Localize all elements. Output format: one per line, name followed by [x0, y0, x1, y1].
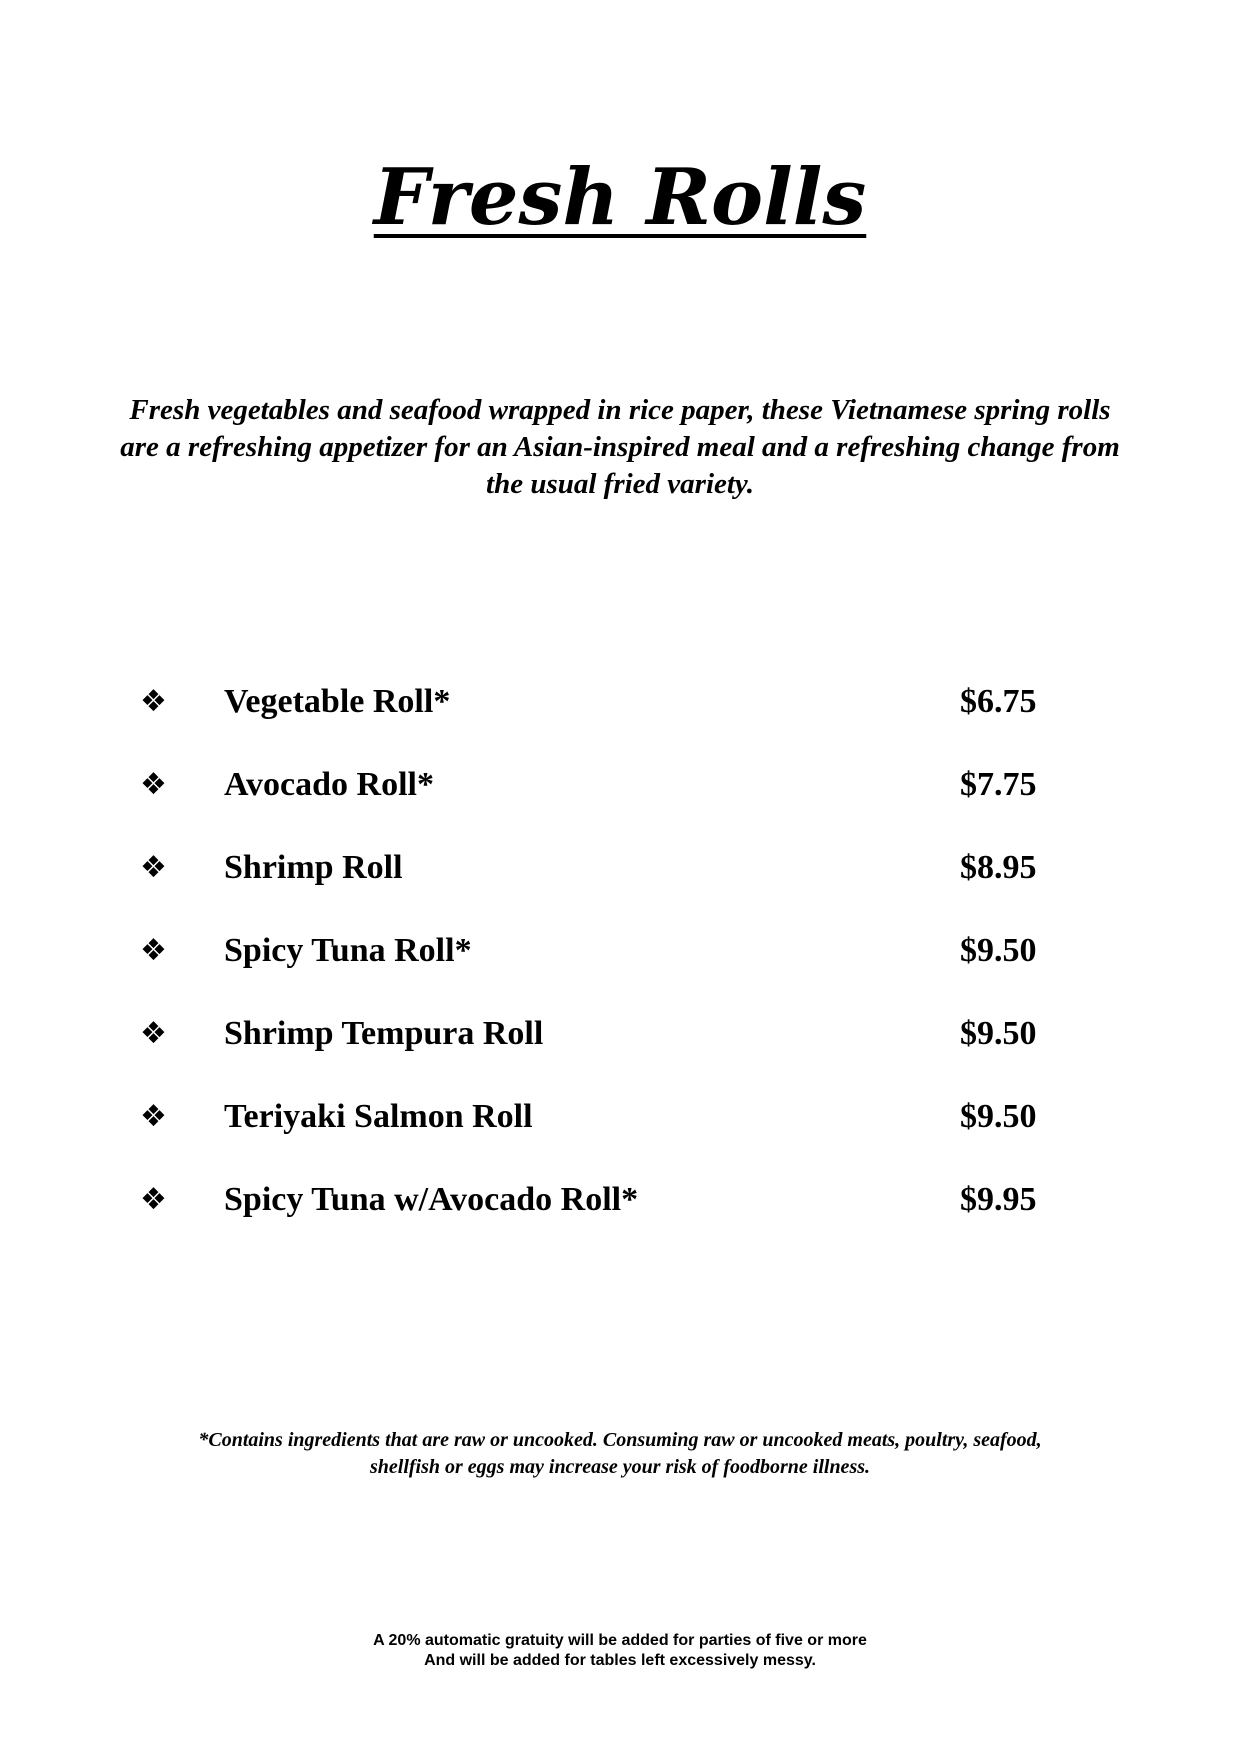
- disclaimer-line: *Contains ingredients that are raw or uncooked. Consuming raw or uncooked meats, poultry, seafood,: [198, 1429, 1042, 1451]
- diamond-cluster-icon: ❖: [140, 1181, 167, 1217]
- menu-item: [140, 1158, 1060, 1241]
- gratuity-line: A 20% automatic gratuity will be added for parties of five or more: [373, 1632, 867, 1649]
- raw-food-disclaimer: [130, 1427, 1110, 1481]
- menu-item-name: Avocado Roll*: [224, 765, 434, 803]
- section-description: Fresh vegetables and seafood wrapped in rice paper, these Vietnamese spring rolls are a refreshing appetizer for an Asian-inspired meal and a refreshing change from the usual fried variety.: [120, 394, 1120, 500]
- diamond-cluster-icon: ❖: [140, 766, 167, 802]
- page-title: Fresh Rolls: [373, 152, 867, 243]
- menu-item: [140, 660, 1060, 743]
- menu-item: [140, 1075, 1060, 1158]
- menu-item-name: Teriyaki Salmon Roll: [224, 1097, 533, 1135]
- menu-list: [140, 660, 1060, 1241]
- menu-item-name: Spicy Tuna Roll*: [224, 931, 472, 969]
- menu-item-price: $8.95: [960, 848, 1037, 886]
- menu-item: [140, 743, 1060, 826]
- diamond-cluster-icon: ❖: [140, 1098, 167, 1134]
- diamond-cluster-icon: ❖: [140, 1015, 167, 1051]
- menu-item-name: Spicy Tuna w/Avocado Roll*: [224, 1180, 639, 1218]
- menu-item-price: $9.50: [960, 1097, 1037, 1135]
- menu-item: [140, 992, 1060, 1075]
- menu-item-price: $7.75: [960, 765, 1037, 803]
- menu-item: [140, 826, 1060, 909]
- menu-item-name: Vegetable Roll*: [224, 682, 451, 720]
- diamond-cluster-icon: ❖: [140, 683, 167, 719]
- menu-item-price: $9.95: [960, 1180, 1037, 1218]
- disclaimer-line: shellfish or eggs may increase your risk of foodborne illness.: [369, 1456, 871, 1478]
- menu-item-name: Shrimp Tempura Roll: [224, 1014, 544, 1052]
- menu-item-price: $9.50: [960, 931, 1037, 969]
- diamond-cluster-icon: ❖: [140, 932, 167, 968]
- menu-item: [140, 909, 1060, 992]
- menu-item-price: $6.75: [960, 682, 1037, 720]
- menu-item-price: $9.50: [960, 1014, 1037, 1052]
- gratuity-line: And will be added for tables left excessively messy.: [424, 1652, 816, 1669]
- menu-item-name: Shrimp Roll: [224, 848, 403, 886]
- gratuity-notice: [220, 1631, 1020, 1671]
- diamond-cluster-icon: ❖: [140, 849, 167, 885]
